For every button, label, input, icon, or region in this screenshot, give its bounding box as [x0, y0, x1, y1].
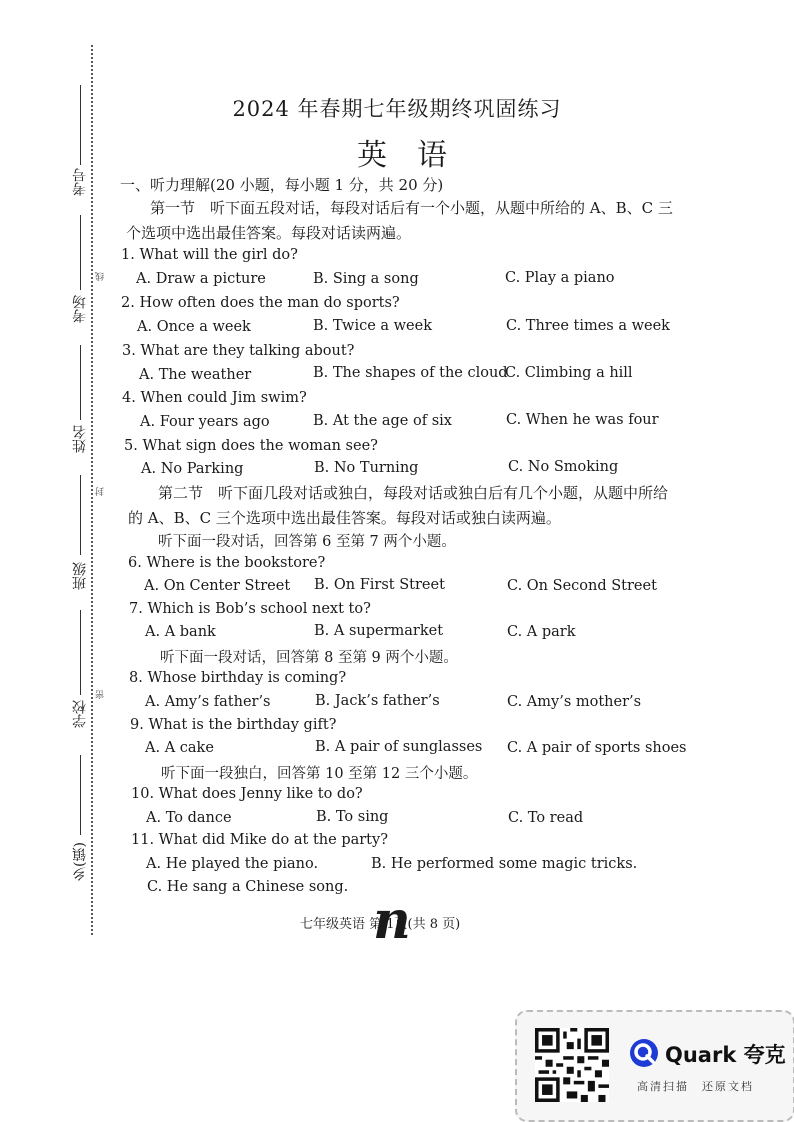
question-1: 1. What will the girl do? [121, 247, 298, 263]
blank-line-class [80, 475, 81, 555]
q3-option-c: C. Climbing a hill [505, 365, 633, 381]
listening-intro-2: 听下面一段对话，回答第 8 至第 9 两个小题。 [160, 650, 458, 666]
q10-option-a: A. To dance [146, 810, 232, 826]
q4-option-c: C. When he was four [506, 412, 659, 428]
question-4: 4. When could Jim swim? [122, 390, 307, 406]
mark-secret: 密 [96, 690, 106, 699]
label-school: 学校 [72, 700, 88, 728]
listening-intro-1: 听下面一段对话，回答第 6 至第 7 两个小题。 [158, 534, 456, 550]
q1-option-a: A. Draw a picture [136, 271, 266, 287]
label-exam-room: 考场 [72, 295, 88, 323]
question-2: 2. How often does the man do sports? [121, 295, 400, 311]
part2-instruction: 第二节 听下面几段对话或独白，每段对话或独白后有几个小题，从题中所给的 A、B、C 三个选项中选出最佳答案。每段对话或独白读两遍。 [128, 484, 669, 527]
exam-title: 2024 年春期七年级期终巩固练习 [232, 97, 562, 121]
q1-option-c: C. Play a piano [505, 270, 615, 286]
question-5: 5. What sign does the woman see? [124, 438, 378, 454]
section-heading: 一、听力理解(20 小题，每小题 1 分，共 20 分) [120, 176, 444, 194]
label-town: 乡(镇) [72, 842, 88, 881]
blank-line-town [80, 755, 81, 835]
label-name: 姓名 [72, 425, 88, 453]
q1-option-b: B. Sing a song [313, 271, 419, 287]
blank-line-school [80, 610, 81, 695]
q11-option-b: B. He performed some magic tricks. [371, 856, 638, 872]
question-7: 7. Which is Bob’s school next to? [129, 601, 371, 617]
q5-option-b: B. No Turning [314, 460, 419, 476]
q3-option-a: A. The weather [139, 367, 252, 383]
subject-title: 英语 [357, 138, 477, 173]
q7-option-c: C. A park [507, 624, 576, 640]
q11-option-a: A. He played the piano. [146, 856, 319, 872]
blank-line-name [80, 345, 81, 420]
label-exam-number: 考号 [72, 168, 88, 196]
binding-dotted-line [91, 45, 93, 935]
part1-instruction: 第一节 听下面五段对话，每段对话后有一个小题，从题中所给的 A、B、C 三个选项中选出最佳答案。每段对话读两遍。 [126, 199, 673, 242]
q9-option-c: C. A pair of sports shoes [507, 740, 687, 756]
q8-option-c: C. Amy’s mother’s [507, 694, 642, 710]
qr-code-icon [535, 1028, 609, 1102]
q2-option-b: B. Twice a week [313, 318, 433, 334]
q2-option-a: A. Once a week [137, 319, 251, 335]
q11-option-c: C. He sang a Chinese song. [147, 879, 349, 895]
quark-brand: Quark 夸克 [665, 1043, 786, 1067]
blank-line-exam-room [80, 215, 81, 290]
q7-option-a: A. A bank [145, 624, 216, 640]
question-9: 9. What is the birthday gift? [130, 717, 337, 733]
quark-logo-icon [629, 1038, 659, 1068]
question-8: 8. Whose birthday is coming? [129, 670, 347, 686]
quark-tagline: 高清扫描 还原文档 [637, 1080, 754, 1093]
q8-option-b: B. Jack’s father’s [315, 693, 440, 709]
q7-option-b: B. A supermarket [314, 623, 444, 639]
q3-option-b: B. The shapes of the cloud [313, 365, 508, 381]
question-6: 6. Where is the bookstore? [128, 555, 326, 571]
handwritten-mark: n [373, 890, 411, 951]
question-10: 10. What does Jenny like to do? [131, 786, 363, 802]
q4-option-b: B. At the age of six [313, 413, 452, 429]
q5-option-c: C. No Smoking [508, 459, 619, 475]
q6-option-c: C. On Second Street [507, 578, 657, 594]
quark-scan-badge [515, 1010, 794, 1122]
listening-intro-3: 听下面一段独白，回答第 10 至第 12 三个小题。 [161, 766, 478, 782]
q10-option-c: C. To read [508, 810, 584, 826]
q10-option-b: B. To sing [316, 809, 389, 825]
mark-line: 线 [96, 272, 106, 281]
q9-option-b: B. A pair of sunglasses [315, 739, 483, 755]
q6-option-b: B. On First Street [314, 577, 445, 593]
q5-option-a: A. No Parking [141, 461, 244, 477]
q6-option-a: A. On Center Street [144, 578, 291, 594]
q9-option-a: A. A cake [145, 740, 214, 756]
label-class: 班级 [72, 562, 88, 590]
question-11: 11. What did Mike do at the party? [131, 832, 388, 848]
mark-seal: 封 [96, 487, 106, 496]
q4-option-a: A. Four years ago [140, 414, 270, 430]
question-3: 3. What are they talking about? [122, 343, 355, 359]
q8-option-a: A. Amy’s father’s [145, 694, 271, 710]
page-footer: 七年级英语 第 1页(共 8 页) [300, 917, 461, 932]
q2-option-c: C. Three times a week [506, 318, 670, 334]
